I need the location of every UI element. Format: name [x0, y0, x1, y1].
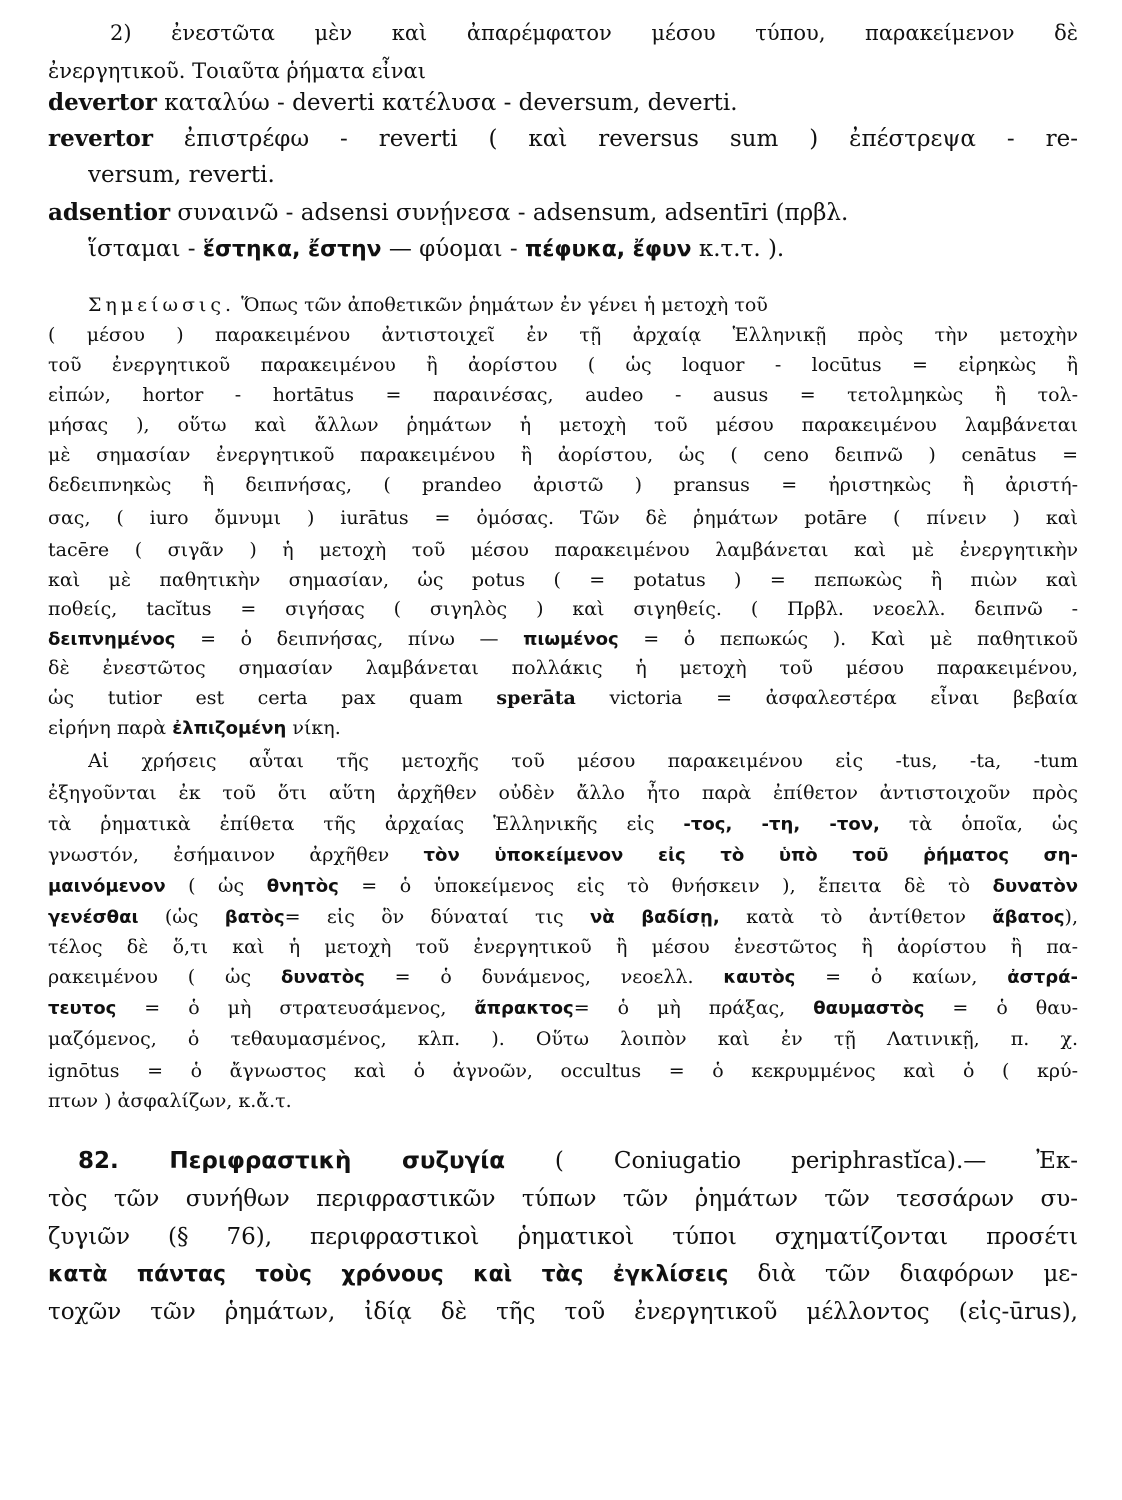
note-line	[48, 683, 1078, 713]
verb-forms: ἐπιστρέφω - reverti ( καὶ reversus sum ) ἐπέστρεψα - re-	[152, 126, 1078, 152]
bold-term: ἀστρά-	[1007, 967, 1078, 988]
text-run: ὡς tutior est certa pax quam	[48, 687, 497, 709]
text-run: = εἰς ὃν δύναταί τις	[284, 906, 591, 928]
note-label: Σημείωσις.	[88, 294, 236, 316]
text-line	[48, 962, 1078, 993]
note-line: δεδειπνηκὼς ἢ δειπνήσας, ( prandeo ἀριστῶ ) pransus = ἠριστηκὼς ἢ ἀριστή-	[48, 474, 1078, 496]
verb-forms: συναινῶ - adsensi συνῄνεσα - adsensum, adsentīri (πρβλ.	[170, 200, 849, 226]
bold-term: δυνατὸς	[280, 967, 365, 988]
note-line	[88, 290, 1078, 320]
text-line	[48, 902, 1078, 933]
verb-entry	[48, 198, 1078, 228]
text-line: πτων ) ἀσφαλίζων, κ.ἄ.τ.	[48, 1090, 292, 1112]
section-line	[48, 1259, 1078, 1290]
verb-entry	[88, 234, 1078, 265]
book-page	[48, 0, 1078, 1500]
text-line: ἐνεργητικοῦ. Τοιαῦτα ῥήματα εἶναι	[48, 59, 426, 83]
text-run: = ὁ μὴ πράξας,	[573, 997, 814, 1019]
text-line: μαζόμενος, ὁ τεθαυμασμένος, κλπ. ). Οὕτω λοιπὸν καὶ ἐν τῇ Λατινικῇ, π. χ.	[48, 1028, 1078, 1050]
section-line: τὸς τῶν συνήθων περιφραστικῶν τύπων τῶν ῥημάτων τῶν τεσσάρων συ-	[48, 1186, 1078, 1212]
text-run: τὰ ὁποῖα, ὡς	[879, 813, 1078, 835]
verb-entry	[88, 160, 1078, 190]
section-line: ζυγιῶν (§ 76), περιφραστικοὶ ῥηματικοὶ τύποι σχηματίζονται προσέτι	[48, 1224, 1078, 1250]
text-run: victoria = ἀσφαλεστέρα εἶναι βεβαία	[575, 687, 1078, 709]
text-run: = ὁ καίων,	[795, 966, 1008, 988]
bold-term: ἄπρακτος	[474, 998, 574, 1019]
text-line: ignōtus = ὁ ἄγνωστος καὶ ὁ ἀγνοῶν, occultus = ὁ κεκρυμμένος καὶ ὁ ( κρύ-	[48, 1060, 1078, 1082]
bold-term: -τος, -τη, -τον,	[683, 814, 880, 835]
text-line	[48, 809, 1078, 840]
text-run: νίκη.	[286, 717, 341, 739]
text-run: διὰ τῶν διαφόρων με-	[728, 1261, 1078, 1287]
bold-term: κατὰ πάντας τοὺς χρόνους καὶ τὰς ἐγκλίσεις	[48, 1262, 729, 1287]
text-run: ρακειμένου ( ὡς	[48, 966, 281, 988]
verb-headword: revertor	[48, 125, 153, 152]
note-line: tacēre ( σιγᾶν ) ἡ μετοχὴ τοῦ μέσου παρακειμένου λαμβάνεται καὶ μὲ ἐνεργητικὴν	[48, 539, 1078, 561]
bold-term: πέφυκα, ἔφυν	[524, 237, 692, 262]
note-line: καὶ μὲ παθητικὴν σημασίαν, ὡς potus ( = potatus ) = πεπωκὼς ἢ πιὼν καὶ	[48, 569, 1078, 591]
bold-term: τὸν ὑποκείμενον εἰς τὸ ὑπὸ τοῦ ῥήματος ση-	[423, 845, 1078, 866]
note-line: εἰπών, hortor - hortātus = παραινέσας, audeo - ausus = τετολμηκὼς ἢ τολ-	[48, 384, 1078, 406]
bold-term: γενέσθαι	[48, 907, 139, 928]
text-line: τέλος δὲ ὅ,τι καὶ ἡ μετοχὴ τοῦ ἐνεργητικοῦ ἢ μέσου ἐνεστῶτος ἢ ἀορίστου ἢ πα-	[48, 936, 1078, 958]
verb-headword: adsentior	[48, 199, 171, 226]
note-line: ποθείς, tacĭtus = σιγήσας ( σιγηλὸς ) καὶ σιγηθείς. ( Πρβλ. νεοελλ. δειπνῶ -	[48, 598, 1078, 620]
note-line: ( μέσου ) παρακειμένου ἀντιστοιχεῖ ἐν τῇ ἀρχαίᾳ Ἑλληνικῇ πρὸς τὴν μετοχὴν	[48, 324, 1078, 346]
bold-term: sperāta	[496, 687, 576, 709]
bold-term: καυτὸς	[723, 967, 796, 988]
note-line: τοῦ ἐνεργητικοῦ παρακειμένου ἢ ἀορίστου ( ὡς loquor - locūtus = εἰρηκὼς ἢ	[48, 354, 1078, 376]
text-line	[48, 840, 1078, 871]
bold-term: μαινόμενον	[48, 876, 166, 897]
text-line	[48, 871, 1078, 902]
bold-term: ἄβατος	[992, 907, 1065, 928]
note-line: μὲ σημασίαν ἐνεργητικοῦ παρακειμένου ἢ ἀορίστου, ὡς ( ceno δειπνῶ ) cenātus =	[48, 444, 1078, 466]
text-run: εἰρήνη παρὰ	[48, 717, 173, 739]
verb-entry	[48, 88, 1078, 118]
note-line	[48, 713, 1078, 744]
bold-term: ἕστηκα, ἔστην	[202, 237, 382, 262]
text-line	[48, 993, 1078, 1024]
text-line: Αἱ χρήσεις αὗται τῆς μετοχῆς τοῦ μέσου παρακειμένου εἰς -tus, -ta, -tum	[88, 750, 1078, 772]
section-line	[78, 1146, 1078, 1176]
text-run: = ὁ μὴ στρατευσάμενος,	[116, 997, 475, 1019]
text-run: = ὁ πεπωκώς ). Καὶ μὲ παθητικοῦ	[618, 628, 1078, 650]
section-heading: 82. Περιφραστικὴ συζυγία	[78, 1148, 505, 1174]
text-run: κ.τ.τ. ).	[691, 236, 785, 262]
text-run: = ὁ δυνάμενος, νεοελλ.	[364, 966, 724, 988]
bold-term: νὰ βαδίσῃ,	[590, 907, 720, 928]
verb-forms: καταλύω - deverti κατέλυσα - deversum, deverti.	[156, 90, 738, 116]
text-run: τὰ ῥηματικὰ ἐπίθετα τῆς ἀρχαίας Ἑλληνικῆς εἰς	[48, 813, 684, 835]
note-line: μήσας ), οὕτω καὶ ἄλλων ῥημάτων ἡ μετοχὴ τοῦ μέσου παρακειμένου λαμβάνεται	[48, 414, 1078, 436]
bold-term: βατὸς	[224, 907, 285, 928]
note-line: σας, ( iuro ὄμνυμι ) iurātus = ὀμόσας. Τῶν δὲ ῥημάτων potāre ( πίνειν ) καὶ	[48, 507, 1078, 529]
bold-term: δυνατὸν	[992, 876, 1078, 897]
note-line: δὲ ἐνεστῶτος σημασίαν λαμβάνεται πολλάκις ἡ μετοχὴ τοῦ μέσου παρακειμένου,	[48, 657, 1078, 679]
text-run: κατὰ τὸ ἀντίθετον	[719, 906, 993, 928]
text-run: = ὁ θαυ-	[924, 997, 1078, 1019]
bold-term: πιωμένος	[523, 629, 619, 650]
text-run: — φύομαι -	[381, 236, 525, 262]
bold-term: τευτος	[48, 998, 117, 1019]
section-line: τοχῶν τῶν ῥημάτων, ἰδίᾳ δὲ τῆς τοῦ ἐνεργητικοῦ μέλλοντος (εἰς-ūrus),	[48, 1299, 1078, 1325]
bold-term: θαυμαστὸς	[813, 998, 925, 1019]
note-line	[48, 624, 1078, 655]
bold-term: ἐλπιζομένη	[172, 718, 287, 739]
text-run: = ὁ δειπνήσας, πίνω —	[175, 628, 524, 650]
text-run: ( ὡς	[165, 875, 267, 897]
text-run: (ὡς	[138, 906, 225, 928]
verb-entry	[48, 124, 1078, 154]
text-run: = ὁ ὑποκείμενος εἰς τὸ θνήσκειν ), ἔπειτα δὲ τὸ	[338, 875, 993, 897]
verb-headword: devertor	[48, 89, 157, 116]
bold-term: θνητὸς	[266, 876, 339, 897]
text-run: Ὅπως τῶν ἀποθετικῶν ῥημάτων ἐν γένει ἡ μετοχὴ τοῦ	[235, 294, 768, 316]
text-run: ),	[1064, 906, 1078, 928]
text-line: ἐξηγοῦνται ἐκ τοῦ ὅτι αὕτη ἀρχῆθεν οὐδὲν ἄλλο ἦτο παρὰ ἐπίθετον ἀντιστοιχοῦν πρὸς	[48, 782, 1078, 804]
text-run: ἵσταμαι -	[88, 236, 203, 262]
text-run: γνωστόν, ἐσήμαινον ἀρχῆθεν	[48, 844, 424, 866]
bold-term: δειπνημένος	[48, 629, 176, 650]
text-run: ( Coniugatio periphrastĭca).— Ἐκ-	[505, 1148, 1078, 1174]
verb-forms: versum, reverti.	[88, 162, 275, 188]
text-line: 2) ἐνεστῶτα μὲν καὶ ἀπαρέμφατον μέσου τύπου, παρακείμενον δὲ	[110, 21, 1078, 45]
